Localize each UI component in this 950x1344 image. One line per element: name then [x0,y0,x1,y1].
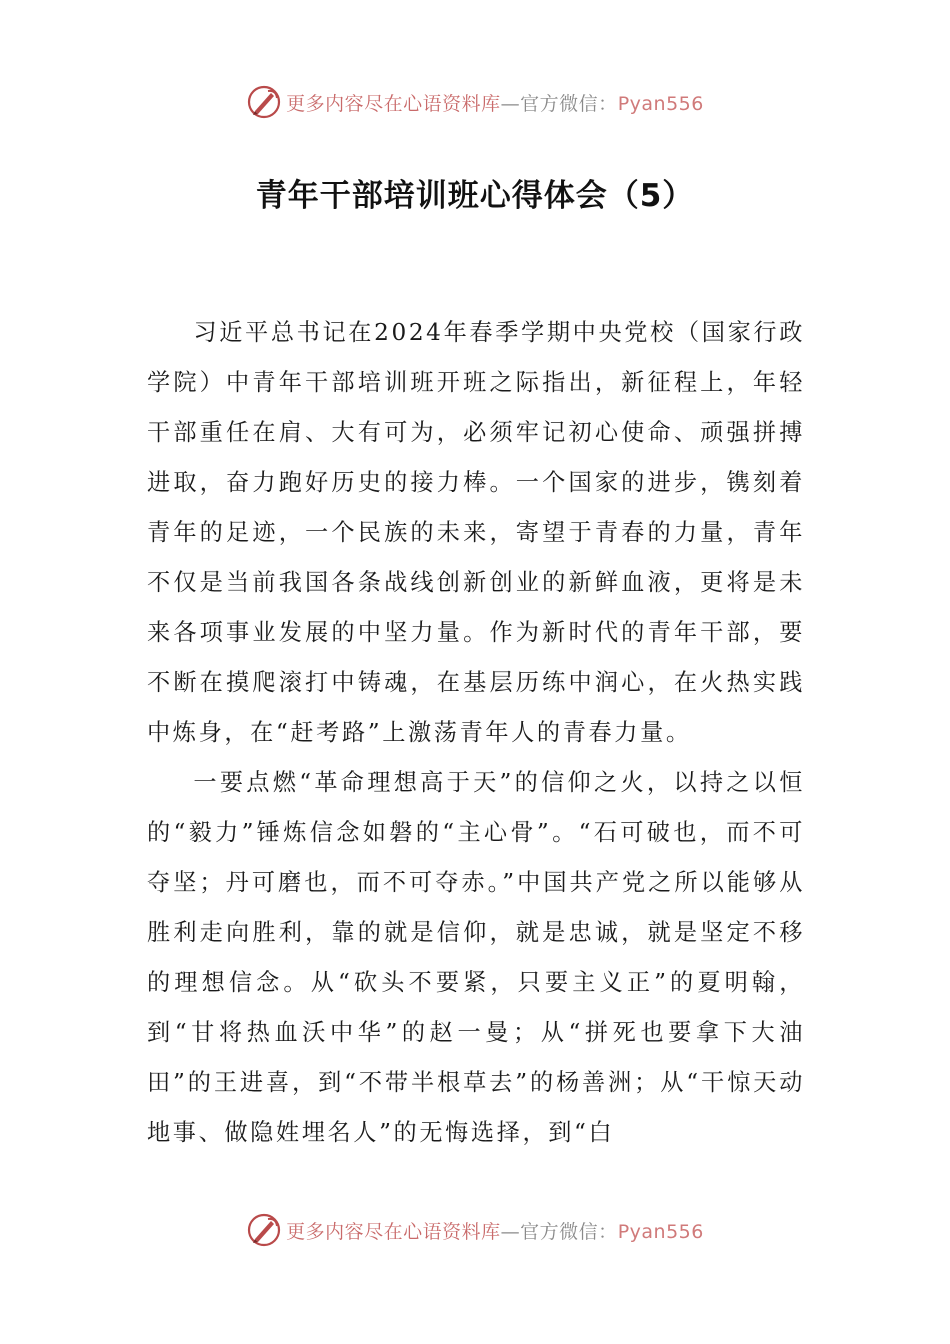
header-banner-suffix: 官方微信： [520,92,618,115]
footer-banner-text [286,1217,704,1244]
header-watermark-banner [0,82,950,122]
footer-banner-wechat-id: Pyan556 [617,1220,704,1243]
footer-banner-suffix: 官方微信： [520,1220,618,1243]
footer-watermark-banner [0,1210,950,1250]
paragraph-2: 一要点燃“革命理想高于天”的信仰之火，以持之以恒的“毅力”锤炼信念如磐的“主心骨”。“石可破也，而不可夺坚；丹可磨也，而不可夺赤。”中国共产党之所以能够从胜利走向胜利，靠的就是信仰，就是忠诚，就是坚定不移的理想信念。从“砍头不要紧，只要主义正”的夏明翰，到“甘将热血沃中华”的赵一曼；从“拼死也要拿下大油田”的王进喜，到“不带半根草去”的杨善洲；从“干惊天动地事、做隐姓埋名人”的无悔选择，到“白 [147,769,805,1146]
header-banner-main: 更多内容尽在心语资料库 [286,92,501,115]
header-banner-text [286,89,704,116]
paragraph-1: 习近平总书记在2024年春季学期中央党校（国家行政学院）中青年干部培训班开班之际指出，新征程上，年轻干部重任在肩、大有可为，必须牢记初心使命、顽强拼搏进取，奋力跑好历史的接力棒。一个国家的进步，镌刻着青年的足迹，一个民族的未来，寄望于青春的力量，青年不仅是当前我国各条战线创新创业的新鲜血液，更将是未来各项事业发展的中坚力量。作为新时代的青年干部，要不断在摸爬滚打中铸魂，在基层历练中润心，在火热实践中炼身，在“赶考路”上激荡青年人的青春力量。 [147,319,805,746]
pen-logo-icon [246,1212,282,1248]
header-banner-wechat-id: Pyan556 [617,92,704,115]
pen-logo-icon [246,84,282,120]
footer-banner-dash: — [500,1220,521,1243]
footer-banner-main: 更多内容尽在心语资料库 [286,1220,501,1243]
header-banner-dash: — [500,92,521,115]
document-title: 青年干部培训班心得体会（5） [255,178,695,214]
document-body [147,308,805,1158]
